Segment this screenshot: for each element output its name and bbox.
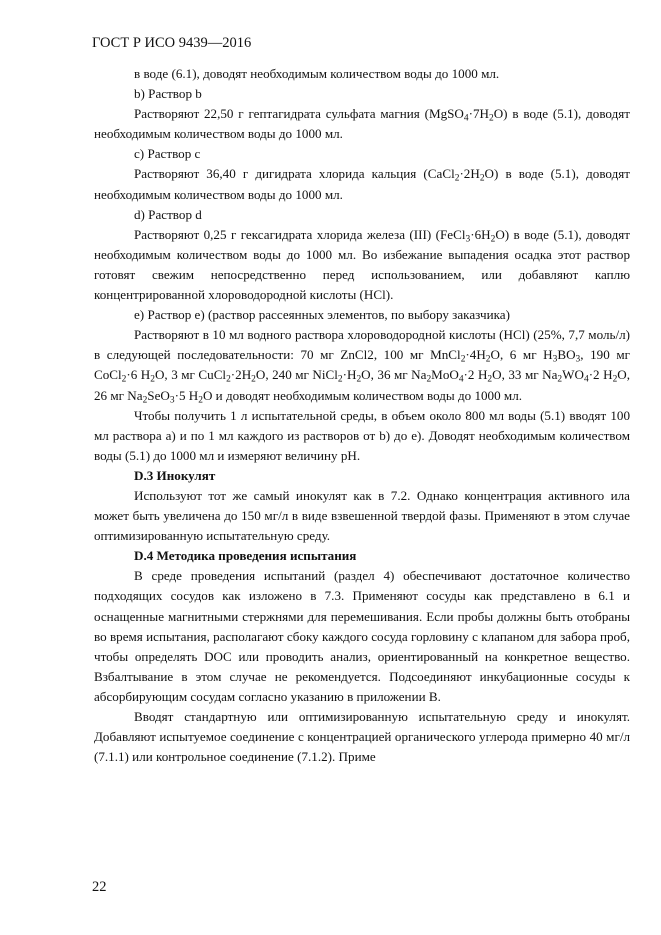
body-text (94, 64, 630, 767)
paragraph: в воде (6.1), доводят необходимым количеством воды до 1000 мл. (134, 66, 500, 81)
paragraph: Вводят стандартную или оптимизированную испытательную среду и инокулят. Добавляют испытуемое соединение с концентрацией органического углерода примерно 40 мг/л (7.1.1) или контрольное соединение (7.1.2). Приме (94, 709, 630, 765)
paragraph: Растворяют 36,40 г дигидрата хлорида кальция $(CaCl_2\cdot 2H_2O)$ в воде (5.1), доводят необходимым количеством воды до 1000 мл. (94, 166, 630, 202)
solution-c-label: c) Раствор с (134, 146, 201, 162)
paragraph: Растворяют 0,25 г гексагидрата хлорида железа (III) $(FeCl_3\cdot 6H_2O)$ в воде (5.1), доводят необходимым количеством воды до 1000 мл. Во избежание выпадения осадка этот раствор готовят свежим непосредственно перед использованием, или добавляют каплю концентрированной хлороводородной кислоты (HCl). (94, 226, 630, 303)
page-header: ГОСТ Р ИСО 9439—2016 (92, 35, 252, 51)
page-number: 22 (92, 879, 107, 895)
solution-e-label: e) Раствор e) (раствор рассеянных элементов, по выбору заказчика) (134, 307, 510, 323)
paragraph: Растворяют в 10 мл водного раствора хлороводородной кислоты (HCl) (25%, 7,7 моль/л) в следующей последовательности: 70 мг ZnCl2, 100 мг $MnCl_2\cdot 4H_2O$, 6 мг $H_3BO_3$, 190 мг CoCl$_2$·6 $H_2O$, 3 мг $CuCl_2\cdot 2H_2O$, 240 мг $NiCl_2\cdot H_2O$, 36 мг $Na_2MoO_4\cdot 2$ $H_2O$, 33 мг $Na_2WO_4\cdot 2$ $H_2O$, 26 мг $Na_2SeO_3\cdot 5$ $H_2O$ и доводят необходимым количеством воды до 1000 мл. (94, 327, 631, 405)
section-heading-d4: D.4 Методика проведения испытания (134, 548, 357, 564)
paragraph: Растворяют 22,50 г гептагидрата сульфата магния $(MgSO_4\cdot 7H_2O)$ в воде (5.1), доводят необходимым количеством воды до 1000 мл. (94, 106, 630, 142)
paragraph: Используют тот же самый инокулят как в 7.2. Однако концентрация активного ила может быть увеличена до 150 мг/л в виде взвешенной твердой фазы. Применяют в этом случае оптимизированную испытательную среду. (94, 487, 630, 544)
solution-d-label: d) Раствор d (134, 206, 202, 222)
section-heading-d3: D.3 Инокулят (134, 467, 216, 483)
paragraph: В среде проведения испытаний (раздел 4) обеспечивают достаточное количество подходящих сосудов как изложено в 7.3. Применяют сосуды как представлено в 6.1 и оснащенные магнитными стержнями для перемешивания. Если пробы должны быть отобраны во время испытания, располагают сбоку каждого сосуда горловину с клапаном для забора проб, чтобы определять DOC или проводить анализ, ориентированный на конкретное вещество. Взбалтывание в этом случае не рекомендуется. Подсоединяют инкубационные сосуды к абсорбирующим сосудам согласно указанию в приложении В. (94, 568, 630, 704)
paragraph: Чтобы получить 1 л испытательной среды, в объем около 800 мл воды (5.1) вводят 100 мл раствора а) и по 1 мл каждого из растворов от b) до e). Доводят необходимым количеством воды (5.1) до 1000 мл и измеряют величину pH. (94, 407, 630, 463)
solution-b-label: b) Раствор b (134, 86, 202, 102)
